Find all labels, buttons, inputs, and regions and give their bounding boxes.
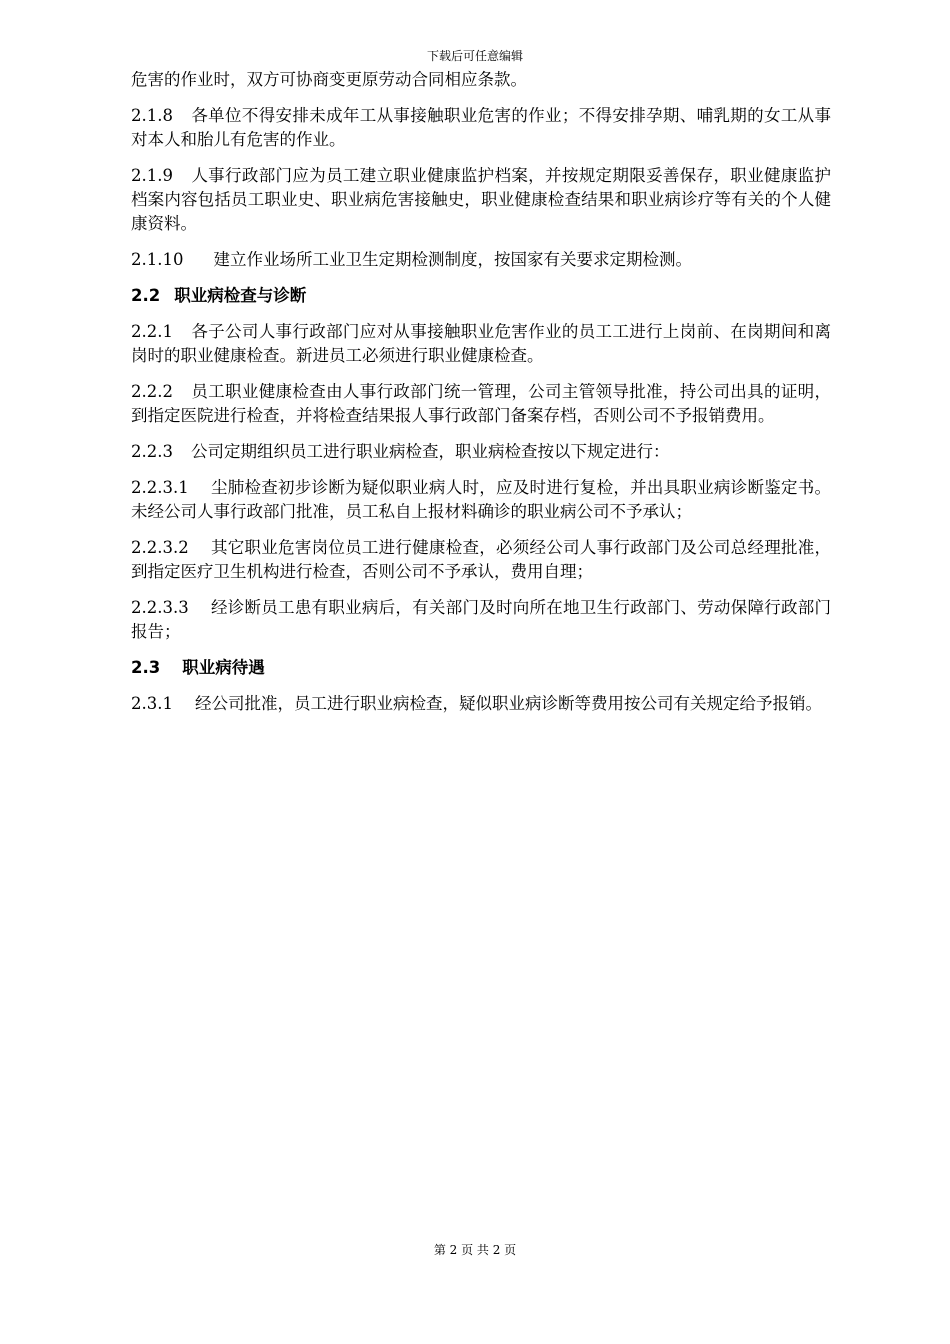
clause-number: 2.1.8 [131, 106, 173, 125]
clause-number: 2.2.3.3 [131, 598, 189, 617]
clause-2-2-3-1 [131, 476, 831, 524]
clause-2-2-1 [131, 320, 831, 368]
document-body [131, 68, 831, 728]
clause-text: 公司定期组织员工进行职业病检查，职业病检查按以下规定进行： [190, 442, 670, 461]
clause-text: 各单位不得安排未成年工从事接触职业危害的作业；不得安排孕期、哺乳期的女工从事对本人和胎儿有危害的作业。 [131, 106, 831, 149]
clause-2-1-8 [131, 104, 831, 152]
clause-text: 人事行政部门应为员工建立职业健康监护档案，并按规定期限妥善保存，职业健康监护档案内容包括员工职业史、职业病危害接触史，职业健康检查结果和职业病诊疗等有关的个人健康资料。 [131, 166, 831, 233]
page-header: 下载后可任意编辑 [426, 49, 523, 63]
clause-number: 2.2.3.2 [131, 538, 189, 557]
clause-2-2-2 [131, 380, 831, 428]
clause-text: 员工职业健康检查由人事行政部门统一管理，公司主管领导批准，持公司出具的证明，到指定医院进行检查，并将检查结果报人事行政部门备案存档，否则公司不予报销费用。 [131, 382, 831, 425]
page-footer: 第 2 页 共 2 页 [433, 1243, 517, 1257]
clause-2-1-10 [131, 248, 831, 272]
section-number: 2.3 [131, 658, 161, 677]
clause-number: 2.2.3 [131, 442, 173, 461]
section-number: 2.2 [131, 286, 161, 305]
clause-number: 2.2.2 [131, 382, 173, 401]
section-title: 职业病待遇 [182, 658, 265, 677]
clause-number: 2.2.1 [131, 322, 173, 341]
clause-text: 尘肺检查初步诊断为疑似职业病人时，应及时进行复检，并出具职业病诊断鉴定书。未经公司人事行政部门批准，员工私自上报材料确诊的职业病公司不予承认； [131, 478, 831, 521]
clause-2-3-1 [131, 692, 831, 716]
clause-text: 各子公司人事行政部门应对从事接触职业危害作业的员工工进行上岗前、在岗期间和离岗时的职业健康检查。新进员工必须进行职业健康检查。 [131, 322, 831, 365]
paragraph-continuation: 危害的作业时，双方可协商变更原劳动合同相应条款。 [131, 70, 527, 89]
clause-number: 2.1.9 [131, 166, 173, 185]
section-heading-2-3 [131, 656, 831, 680]
clause-2-2-3 [131, 440, 831, 464]
clause-text: 建立作业场所工业卫生定期检测制度，按国家有关要求定期检测。 [213, 250, 692, 269]
section-heading-2-2 [131, 284, 831, 308]
clause-text: 经公司批准，员工进行职业病检查，疑似职业病诊断等费用按公司有关规定给予报销。 [194, 694, 822, 713]
clause-number: 2.1.10 [131, 250, 184, 269]
clause-text: 经诊断员工患有职业病后，有关部门及时向所在地卫生行政部门、劳动保障行政部门报告； [131, 598, 831, 641]
clause-2-2-3-3 [131, 596, 831, 644]
section-title: 职业病检查与诊断 [174, 286, 307, 305]
clause-2-1-9 [131, 164, 831, 236]
clause-text: 其它职业危害岗位员工进行健康检查，必须经公司人事行政部门及公司总经理批准，到指定医疗卫生机构进行检查，否则公司不予承认，费用自理； [131, 538, 831, 581]
clause-number: 2.2.3.1 [131, 478, 189, 497]
clause-2-2-3-2 [131, 536, 831, 584]
clause-number: 2.3.1 [131, 694, 173, 713]
